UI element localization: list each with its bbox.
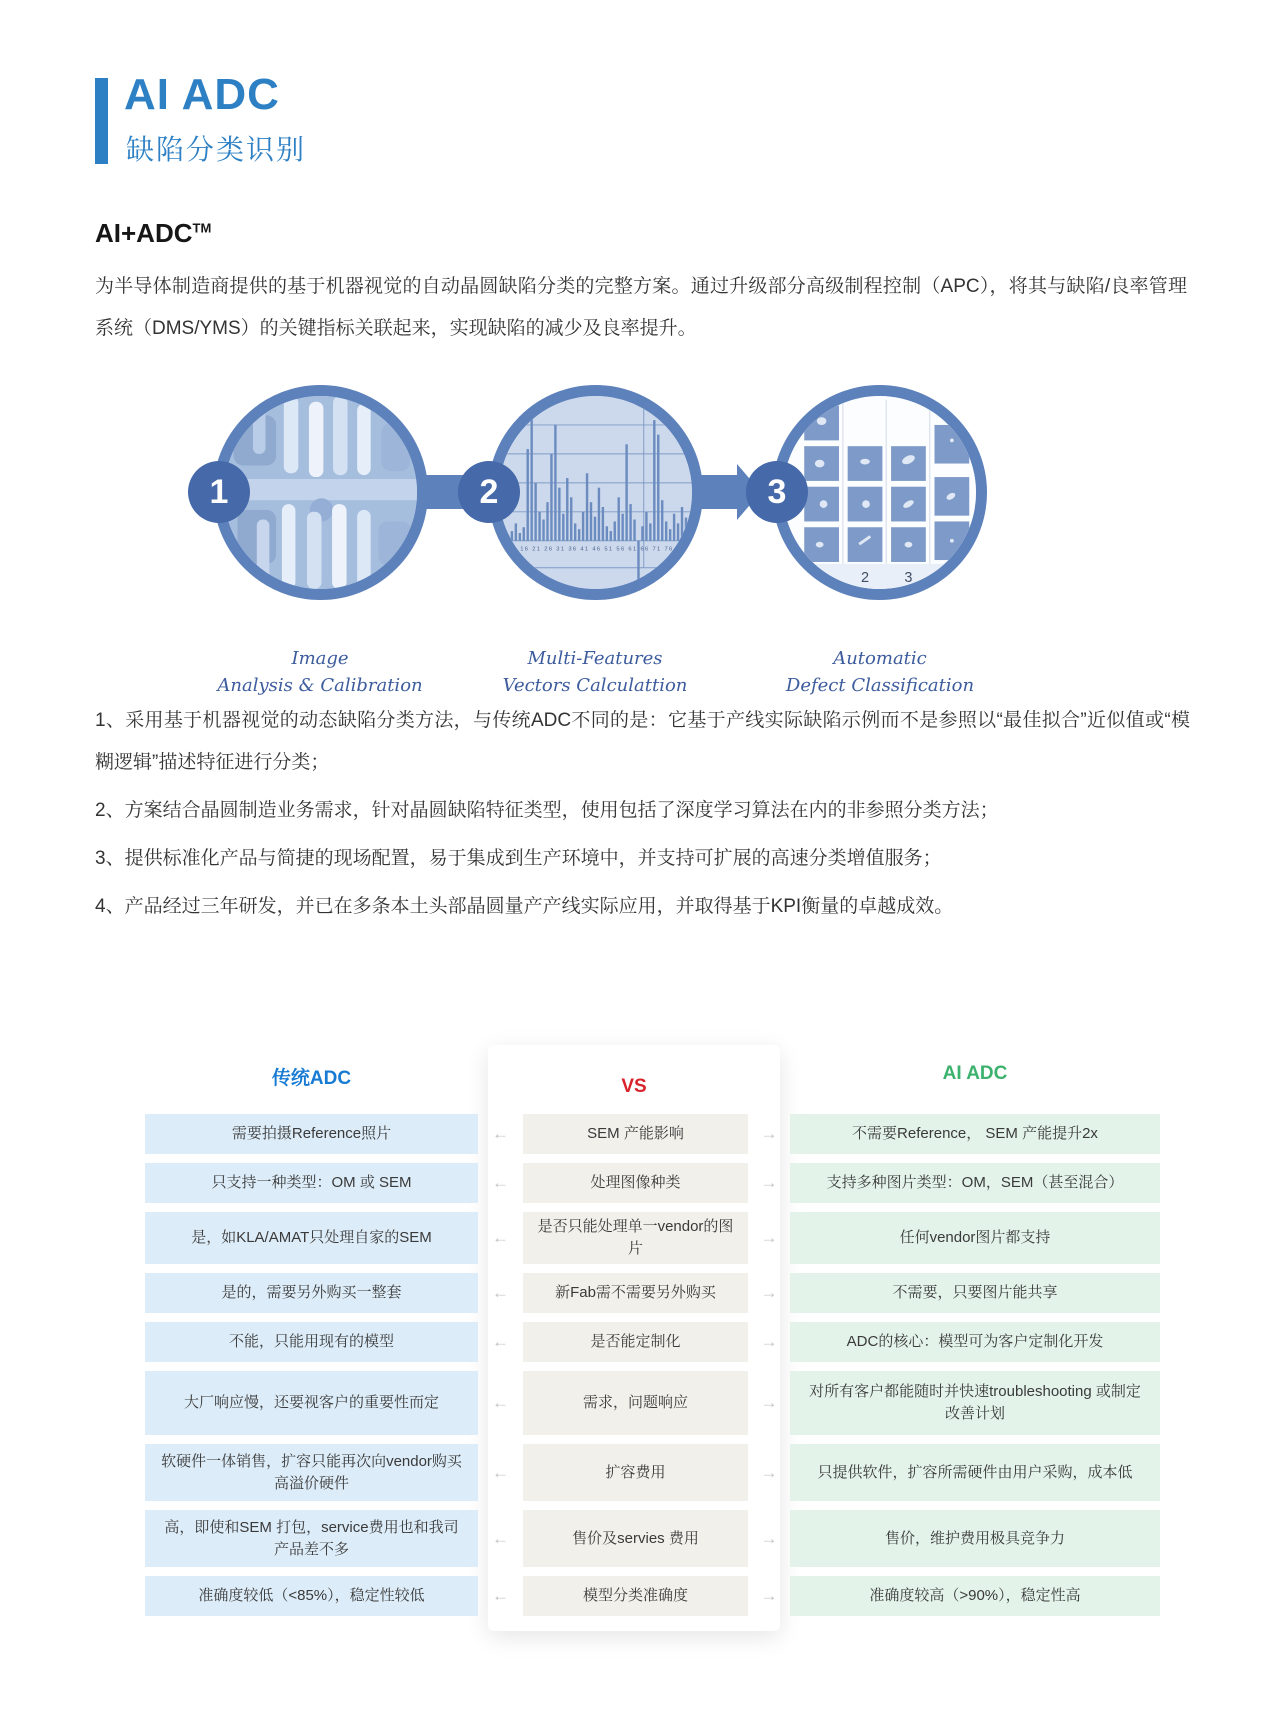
- traditional-adc-cell: 不能，只能用现有的模型: [145, 1322, 478, 1362]
- comparison-row: [145, 1444, 1160, 1501]
- row-gap: [748, 1212, 790, 1264]
- step-3-caption: [740, 645, 1020, 699]
- arrow-left-icon: ←: [492, 1393, 509, 1412]
- arrow-right-icon: →: [760, 1332, 778, 1351]
- feature-point-3: 3、提供标准化产品与简捷的现场配置，易于集成到生产环境中，并支持可扩展的高速分类增值服务；: [95, 848, 942, 869]
- ai-adc-cell: 只提供软件，扩容所需硬件由用户采购，成本低: [790, 1444, 1160, 1501]
- comparison-row: [145, 1163, 1160, 1203]
- criterion-cell: 是否只能处理单一vendor的图片: [523, 1212, 748, 1264]
- traditional-adc-cell: 只支持一种类型：OM 或 SEM: [145, 1163, 478, 1203]
- row-gap: [748, 1510, 790, 1567]
- arrow-right-icon: →: [760, 1283, 778, 1302]
- row-gap: [478, 1273, 523, 1313]
- class-column-label: 3: [904, 570, 913, 587]
- arrow-left-icon: ←: [492, 1283, 509, 1302]
- arrow-right-icon: →: [760, 1124, 778, 1143]
- row-gap: [748, 1273, 790, 1313]
- arrow-right-icon: →: [760, 1528, 778, 1548]
- arrow-right-icon: →: [760, 1228, 778, 1247]
- row-gap: [748, 1322, 790, 1362]
- caption-line: Automatic: [833, 648, 927, 669]
- traditional-adc-cell: 高，即使和SEM 打包，service费用也和我司产品差不多: [145, 1510, 478, 1567]
- caption-line: Image: [291, 648, 349, 669]
- row-gap: [478, 1114, 523, 1154]
- row-gap: [478, 1576, 523, 1616]
- step-2-badge: 2: [458, 461, 520, 523]
- arrow-right-icon: →: [760, 1393, 778, 1412]
- step-1-badge: 1: [188, 461, 250, 523]
- caption-line: Analysis & Calibration: [217, 675, 423, 696]
- criterion-cell: SEM 产能影响: [523, 1114, 748, 1154]
- feature-histogram-image: [488, 385, 703, 600]
- comparison-row: [145, 1212, 1160, 1264]
- comparison-row: [145, 1576, 1160, 1616]
- feature-point-1: 1、采用基于机器视觉的动态缺陷分类方法，与传统ADC不同的是：它基于产线实际缺陷示例而不是参照以“最佳拟合”近似值或“模糊逻辑”描述特征进行分类；: [95, 710, 1190, 773]
- step-2-caption: [455, 645, 735, 699]
- ai-adc-cell: 不需要Reference， SEM 产能提升2x: [790, 1114, 1160, 1154]
- row-gap: [748, 1114, 790, 1154]
- step-1-caption: [180, 645, 460, 699]
- caption-line: Vectors Calculattion: [502, 675, 688, 696]
- class-column-label: 1: [817, 570, 826, 587]
- arrow-left-icon: ←: [492, 1124, 509, 1143]
- comparison-row: [145, 1371, 1160, 1435]
- caption-line: Defect Classification: [785, 675, 975, 696]
- row-gap: [478, 1322, 523, 1362]
- criterion-cell: 模型分类准确度: [523, 1576, 748, 1616]
- process-diagram: [0, 0, 1269, 720]
- traditional-adc-cell: 是的，需要另外购买一整套: [145, 1273, 478, 1313]
- criterion-cell: 需求，问题响应: [523, 1371, 748, 1435]
- criterion-cell: 是否能定制化: [523, 1322, 748, 1362]
- traditional-adc-cell: 软硬件一体销售，扩容只能再次向vendor购买高溢价硬件: [145, 1444, 478, 1501]
- class-column-label: 2: [861, 570, 870, 587]
- page-subtitle: 缺陷分类识别: [126, 134, 307, 165]
- ai-adc-cell: 任何vendor图片都支持: [790, 1212, 1160, 1264]
- ai-adc-cell: 售价，维护费用极具竞争力: [790, 1510, 1160, 1567]
- feature-point-4: 4、产品经过三年研发，并已在多条本土头部晶圆量产产线实际应用，并取得基于KPI衡量的卓越成效。: [95, 896, 954, 917]
- row-gap: [478, 1510, 523, 1567]
- ai-adc-cell: 支持多种图片类型：OM，SEM（甚至混合）: [790, 1163, 1160, 1203]
- step-3-badge: 3: [746, 461, 808, 523]
- row-gap: [478, 1444, 523, 1501]
- comparison-row: [145, 1322, 1160, 1362]
- section-heading-text: AI+ADC: [95, 218, 193, 248]
- arrow-left-icon: ←: [492, 1462, 509, 1482]
- comparison-row: [145, 1510, 1160, 1567]
- arrow-left-icon: ←: [492, 1173, 509, 1192]
- feature-points: [95, 700, 1190, 934]
- ai-adc-cell: 对所有客户都能随时并快速troubleshooting 或制定改善计划: [790, 1371, 1160, 1435]
- comparison-row: [145, 1273, 1160, 1313]
- page-title: AI ADC: [124, 70, 280, 119]
- histogram-axis-ticks: 11 16 21 26 31 36 41 46 51 56 61 66 71 76 81: [508, 546, 685, 553]
- ai-adc-cell: 准确度较高（>90%），稳定性高: [790, 1576, 1160, 1616]
- criterion-cell: 新Fab需不需要另外购买: [523, 1273, 748, 1313]
- arrow-right-icon: →: [760, 1586, 778, 1605]
- comparison-row: [145, 1114, 1160, 1154]
- arrow-right-icon: →: [760, 1462, 778, 1482]
- traditional-adc-cell: 需要拍摄Reference照片: [145, 1114, 478, 1154]
- arrow-left-icon: ←: [492, 1332, 509, 1351]
- row-gap: [748, 1163, 790, 1203]
- trademark-mark: TM: [192, 220, 212, 236]
- intro-paragraph: 为半导体制造商提供的基于机器视觉的自动晶圆缺陷分类的完整方案。通过升级部分高级制程控制（APC），将其与缺陷/良率管理系统（DMS/YMS）的关键指标关联起来，实现缺陷的减少及良率提升。: [95, 276, 1187, 339]
- feature-point-2: 2、方案结合晶圆制造业务需求，针对晶圆缺陷特征类型，使用包括了深度学习算法在内的非参照分类方法；: [95, 800, 999, 821]
- ai-adc-header: AI ADC: [942, 1063, 1008, 1084]
- criterion-cell: 售价及servies 费用: [523, 1510, 748, 1567]
- arrow-left-icon: ←: [492, 1228, 509, 1247]
- row-gap: [478, 1163, 523, 1203]
- traditional-adc-cell: 准确度较低（<85%），稳定性较低: [145, 1576, 478, 1616]
- row-gap: [478, 1212, 523, 1264]
- traditional-adc-cell: 大厂响应慢，还要视客户的重要性而定: [145, 1371, 478, 1435]
- arrow-left-icon: ←: [492, 1586, 509, 1605]
- criterion-cell: 扩容费用: [523, 1444, 748, 1501]
- row-gap: [748, 1576, 790, 1616]
- arrow-right-icon: →: [760, 1173, 778, 1192]
- ai-adc-cell: 不需要，只要图片能共享: [790, 1273, 1160, 1313]
- comparison-rows: [145, 1114, 1160, 1625]
- traditional-adc-header: 传统ADC: [271, 1068, 352, 1089]
- ai-adc-cell: ADC的核心：模型可为客户定制化开发: [790, 1322, 1160, 1362]
- row-gap: [748, 1371, 790, 1435]
- vs-header: VS: [621, 1076, 647, 1097]
- criterion-cell: 处理图像种类: [523, 1163, 748, 1203]
- row-gap: [748, 1444, 790, 1501]
- arrow-left-icon: ←: [492, 1528, 509, 1548]
- caption-line: Multi-Features: [527, 648, 663, 669]
- row-gap: [478, 1371, 523, 1435]
- traditional-adc-cell: 是，如KLA/AMAT只处理自家的SEM: [145, 1212, 478, 1264]
